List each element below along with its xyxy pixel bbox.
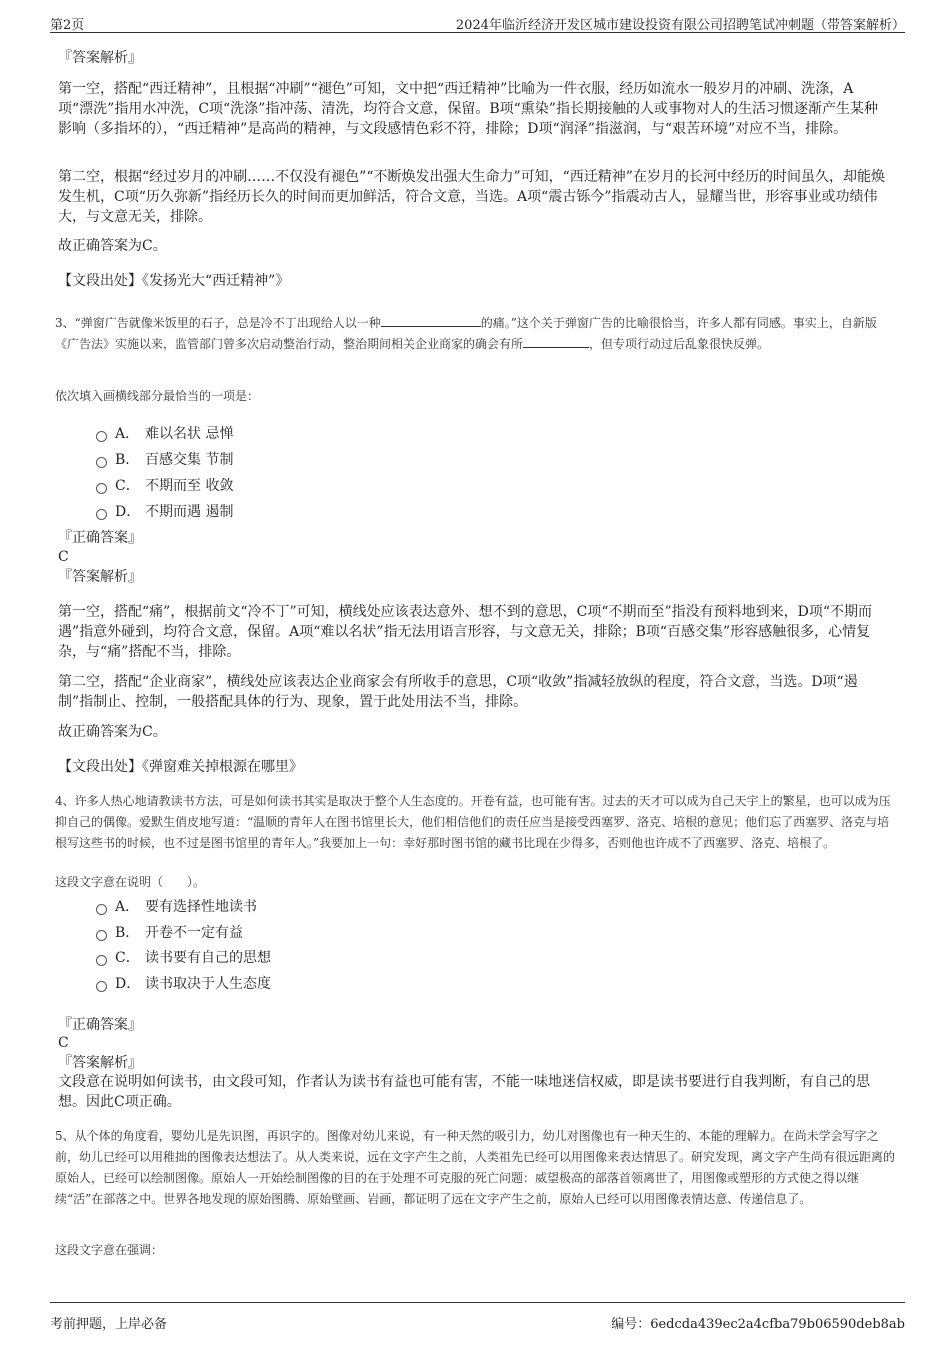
q3-source: 【文段出处】《弹窗难关掉根源在哪里》 [58,759,303,775]
q4-prompt: 这段文字意在说明（ ）。 [55,875,206,889]
page-header [50,12,905,33]
q2-analysis-p2: 第二空，根据“经过岁月的冲刷……不仅没有褪色”“不断焕发出强大生命力”可知，“西迁精神”在岁月的长河中经历的时间虽久，却能焕发生机，C项“历久弥新”指经历长久的时间而更加鲜活，符合文意，当选。A项“震古铄今”指震动古人，显耀当世，形容事业或功绩伟大，与文意无关，排除。 [58,169,885,225]
q3-blank-2 [523,347,589,348]
q2-conclusion: 故正确答案为C。 [58,238,167,254]
option-text: 不期而至 收敛 [145,478,234,494]
q3-conclusion: 故正确答案为C。 [58,724,167,740]
option-label: A． [115,899,140,915]
radio-icon[interactable] [96,930,107,941]
document-id: 编号：6edcda439ec2a4cfba79b06590deb8ab [611,1317,905,1332]
radio-icon[interactable] [96,509,107,520]
q2-analysis-p1: 第一空，搭配“西迁精神”，且根据“冲刷”“褪色”可知，文中把“西迁精神”比喻为一件衣服，经历如流水一般岁月的冲刷、洗涤，A项“漂洗”指用水冲洗，C项“洗涤”指冲荡、清洗，均符合文意，保留。B项“熏染”指长期接触的人或事物对人的生活习惯逐渐产生某种影响（多指坏的），“西迁精神”是高尚的精神，与文段感情色彩不符，排除；D项“润泽”指滋润，与“艰苦环境”对应不当，排除。 [58,81,878,137]
q4-option-c[interactable] [96,947,271,967]
radio-icon[interactable] [96,955,107,966]
q4-option-b[interactable] [96,922,243,942]
q4-analysis: 文段意在说明如何读书，由文段可知，作者认为读书有益也可能有害，不能一味地迷信权威，即是读书要进行自我判断，有自己的思想。因此C项正确。 [58,1074,870,1110]
radio-icon[interactable] [96,431,107,442]
q3-analysis-p1: 第一空，搭配“痛”，根据前文“冷不丁”可知，横线处应该表达意外、想不到的意思，C项“不期而至”指没有预料地到来，D项“不期而遇”指意外碰到，均符合文意，保留。A项“难以名状”指无法用语言形容，与文意无关，排除；B项“百感交集”形容感触很多，心情复杂，与“痛”搭配不当，排除。 [58,604,873,660]
option-text: 开卷不一定有益 [145,925,243,941]
q3-stem [55,313,900,355]
option-text: 百感交集 节制 [145,452,234,468]
option-text: 读书要有自己的思想 [145,950,271,966]
q3-answer-label: 『正确答案』 [58,530,142,546]
q4-answer-label: 『正确答案』 [58,1017,142,1033]
footer-slogan: 考前押题，上岸必备 [50,1317,168,1332]
q3-option-b[interactable] [96,449,233,469]
option-label: D． [115,504,141,520]
document-title: 2024年临沂经济开发区城市建设投资有限公司招聘笔试冲刺题（带答案解析） [455,18,905,33]
q3-option-c[interactable] [96,475,233,495]
option-label: A． [115,426,140,442]
q3-answer: C [58,549,69,565]
radio-icon[interactable] [96,483,107,494]
option-label: B． [115,452,140,468]
q4-option-a[interactable] [96,896,257,916]
q3-blank-1 [381,326,481,327]
q3-analysis-p2: 第二空，搭配“企业商家”，横线处应该表达企业商家会有所收手的意思，C项“收敛”指减轻放纵的程度，符合文意，当选。D项“遏制”指制止、控制，一般搭配具体的行为、现象，置于此处用法不当，排除。 [58,674,858,710]
q3-stem-part-b: 的痛。”这个关于弹窗广告的比喻很恰当，许多人都有同感。事实上，自新版《广告法》实施以来，监管部门曾多次启动整治行动，整治期间相关企业商家的确会有所 [55,316,877,351]
q3-option-d[interactable] [96,501,233,521]
option-text: 不期而遇 遏制 [145,504,234,520]
q4-analysis-label: 『答案解析』 [58,1055,142,1071]
q2-source: 【文段出处】《发扬光大“西迁精神”》 [58,273,290,289]
radio-icon[interactable] [96,457,107,468]
q3-stem-part-c: ，但专项行动过后乱象很快反弹。 [589,337,770,351]
q5-prompt: 这段文字意在强调： [55,1243,164,1257]
q4-stem: 4、许多人热心地请教读书方法，可是如何读书其实是取决于整个人生态度的。开卷有益，也可能有害。过去的天才可以成为自己天宇上的繁星，也可以成为压抑自己的偶像。爱默生俏皮地写道：“温顺的青年人在图书馆里长大，他们相信他们的责任应当是接受西塞罗、洛克、培根的意见；他们忘了西塞罗、洛克与培根写这些书的时候，也不过是图书馆里的青年人。”我要加上一句：幸好那时图书馆的藏书比现在少得多，否则他也许成不了西塞罗、洛克、培根了。 [55,794,891,850]
option-text: 要有选择性地读书 [145,899,257,915]
option-text: 难以名状 忌惮 [145,426,234,442]
page-number: 第2页 [50,18,85,33]
q2-analysis-label: 『答案解析』 [58,50,142,66]
q3-stem-part-a: 3、“弹窗广告就像米饭里的石子，总是冷不丁出现给人以一种 [55,316,381,330]
q3-analysis-label: 『答案解析』 [58,569,142,585]
option-label: D． [115,976,141,992]
radio-icon[interactable] [96,904,107,915]
option-label: C． [115,478,140,494]
q3-prompt: 依次填入画横线部分最恰当的一项是： [55,389,260,403]
option-label: B． [115,925,140,941]
q4-answer: C [58,1035,69,1051]
q3-option-a[interactable] [96,423,233,443]
option-label: C． [115,950,140,966]
radio-icon[interactable] [96,981,107,992]
option-text: 读书取决于人生态度 [145,976,271,992]
q4-option-d[interactable] [96,973,271,993]
q5-stem: 5、从个体的角度看，婴幼儿是先识图，再识字的。图像对幼儿来说，有一种天然的吸引力，幼儿对图像也有一种天生的、本能的理解力。在尚未学会写字之前，幼儿已经可以用稚拙的图像表达想法了。从人类来说，远在文字产生之前，人类祖先已经可以用图像来表达情思了。研究发现，离文字产生尚有很远距离的原始人，已经可以绘制图像。原始人一开始绘制图像的目的在于处理不可克服的死亡问题：威望极高的部落首领离世了，用图像或塑形的方式使之得以继续“活”在部落之中。世界各地发现的原始图腾、原始壁画、岩画，都证明了远在文字产生之前，原始人已经可以用图像表情达意、传递信息了。 [55,1129,896,1206]
page-footer [50,1302,905,1333]
